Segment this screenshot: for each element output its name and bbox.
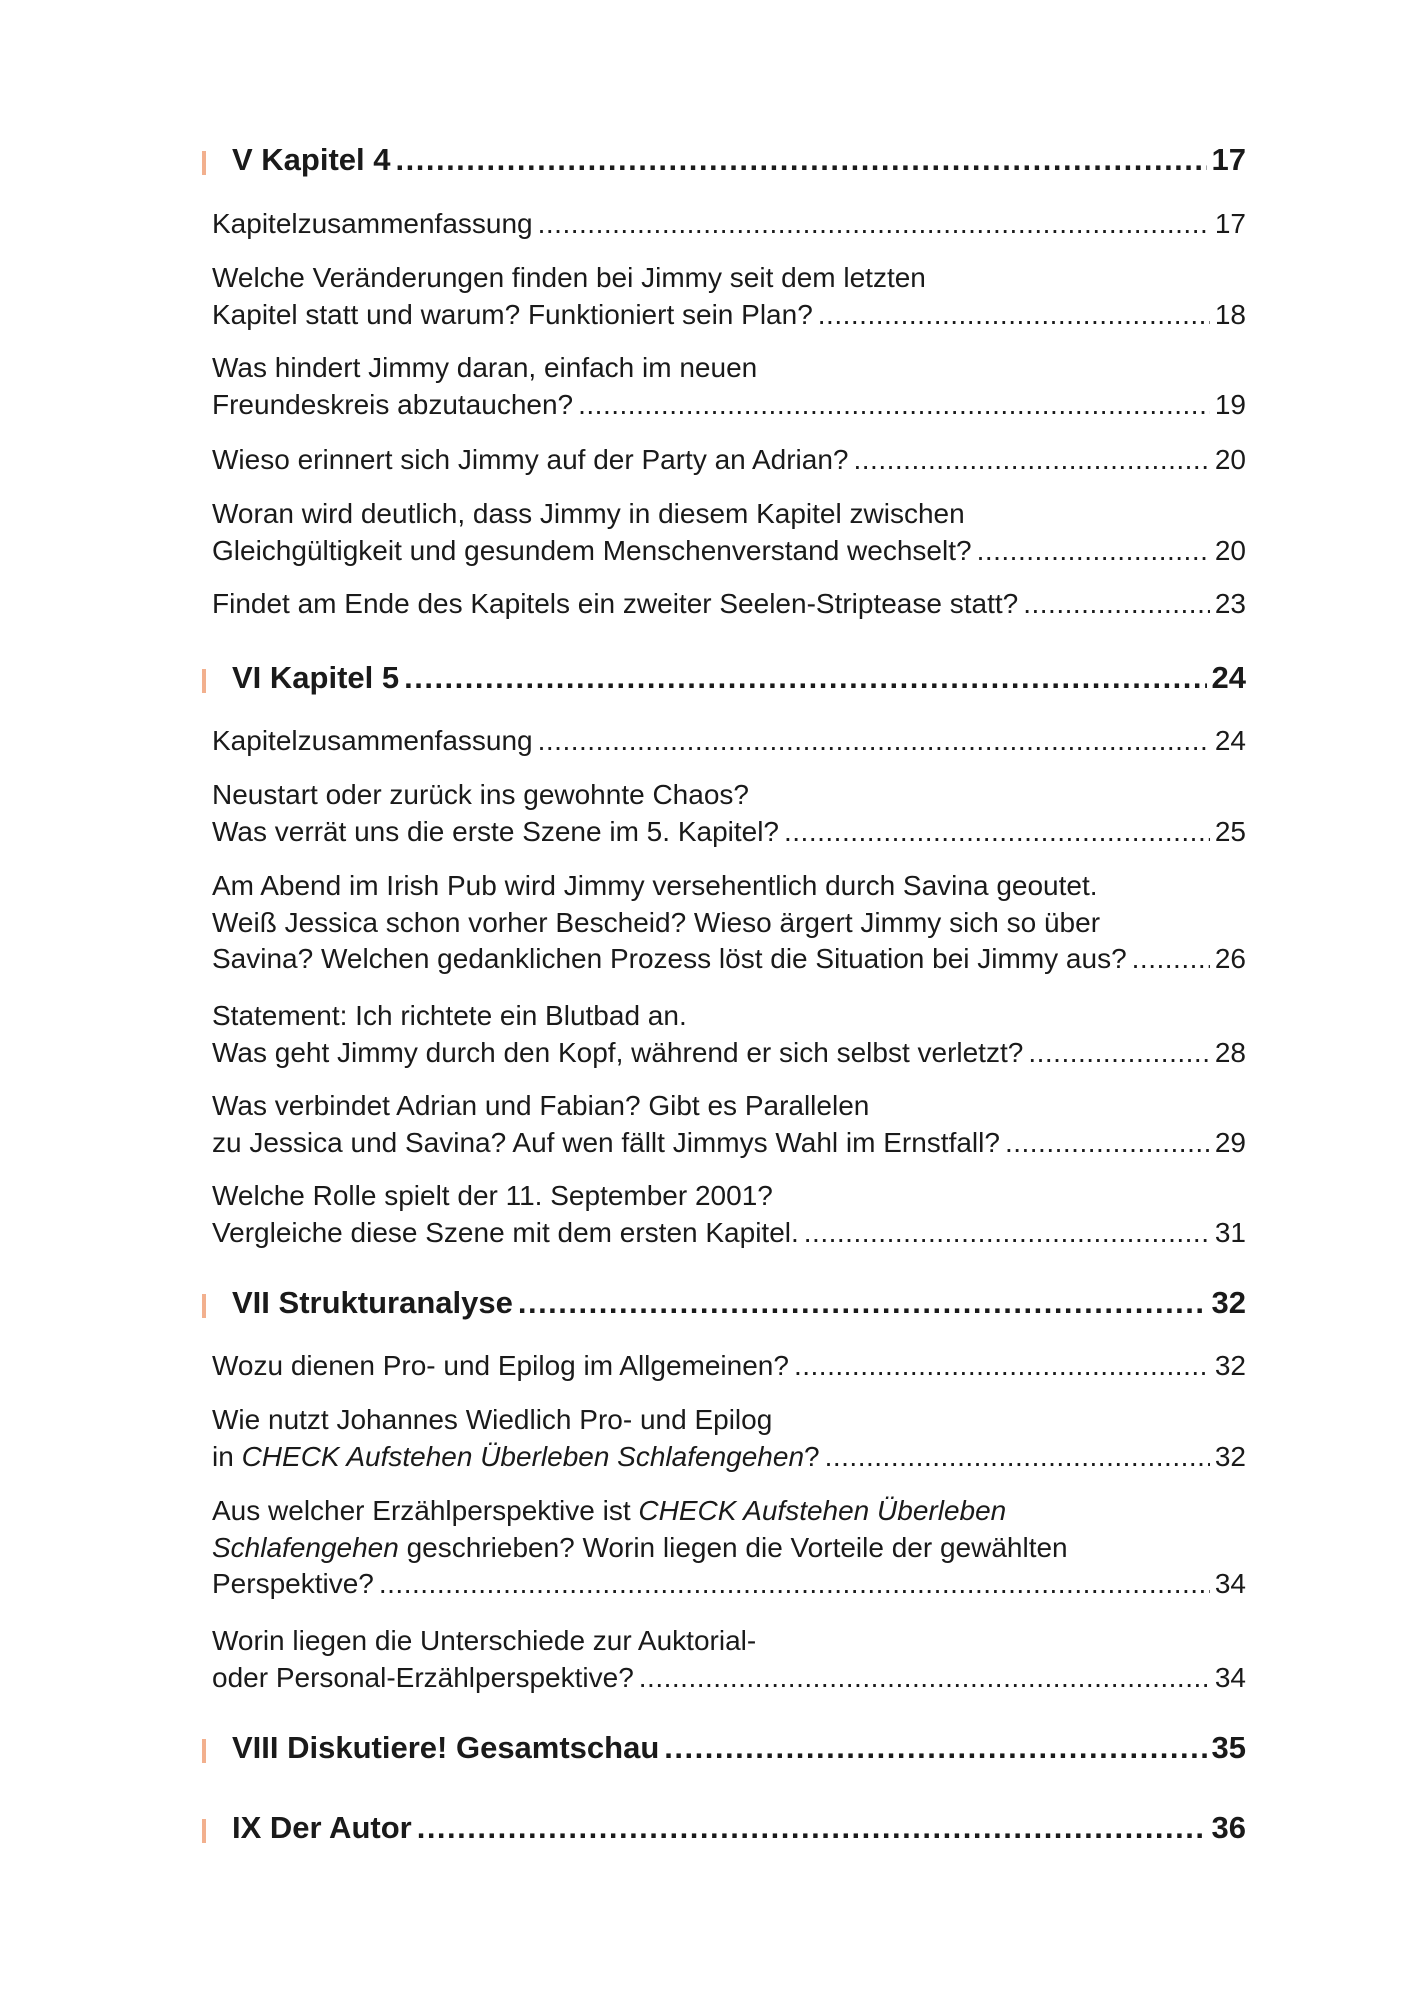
entry-text-line: Was hindert Jimmy daran, einfach im neuen (212, 352, 758, 383)
dot-leader (664, 1730, 1206, 1766)
chapter-marker (202, 151, 206, 175)
entry-text: Vergleiche diese Szene mit dem ersten Kapitel. (212, 1216, 799, 1248)
toc-entry[interactable] (212, 1035, 1246, 1071)
chapter-page-number: 35 (1211, 1730, 1246, 1765)
toc-chapter[interactable] (212, 1810, 1246, 1850)
toc-entry[interactable] (212, 533, 1246, 569)
dot-leader (825, 1439, 1210, 1475)
entry-text-line: Am Abend im Irish Pub wird Jimmy versehentlich durch Savina geoutet. (212, 870, 1098, 901)
chapter-heading (232, 1285, 1246, 1321)
toc-entry[interactable] (212, 297, 1246, 333)
chapter-title: IX Der Autor (232, 1810, 412, 1845)
dot-leader (396, 142, 1207, 178)
toc-entry[interactable] (212, 1125, 1246, 1161)
toc-entry[interactable] (212, 941, 1246, 977)
dot-leader (379, 1566, 1210, 1602)
entry-text: Freundeskreis abzutauchen? (212, 388, 574, 420)
entry-text: Perspektive? (212, 1568, 374, 1599)
entry-page-number: 17 (1214, 208, 1246, 239)
entry-page-number: 19 (1214, 388, 1246, 420)
entry-text: Kapitelzusammenfassung (212, 208, 533, 239)
entry-page-number: 20 (1214, 444, 1246, 475)
chapter-marker (202, 1739, 206, 1763)
entry-text: Kapitel statt und warum? Funktioniert sein Plan? (212, 298, 813, 330)
entry-text: Wieso erinnert sich Jimmy auf der Party an Adrian? (212, 444, 849, 475)
dot-leader (417, 1810, 1207, 1846)
entry-text: Kapitelzusammenfassung (212, 725, 533, 756)
toc-chapter[interactable] (212, 1285, 1246, 1325)
entry-page-number: 28 (1214, 1036, 1246, 1068)
entry-text-line: Weiß Jessica schon vorher Bescheid? Wieso ärgert Jimmy sich so über (212, 906, 1101, 938)
toc-entry[interactable] (212, 1566, 1246, 1602)
toc-entry[interactable] (212, 387, 1246, 423)
entry-text-line: Wie nutzt Johannes Wiedlich Pro- und Epilog (212, 1404, 773, 1435)
toc-entry[interactable] (212, 206, 1246, 242)
entry-text-line: Welche Veränderungen finden bei Jimmy seit dem letzten (212, 262, 926, 293)
entry-text-line: Worin liegen die Unterschiede zur Auktorial- (212, 1625, 757, 1656)
dot-leader (639, 1660, 1210, 1696)
entry-text: Findet am Ende des Kapitels ein zweiter Seelen-Striptease statt? (212, 588, 1019, 619)
chapter-heading (232, 142, 1246, 178)
dot-leader (578, 387, 1210, 423)
chapter-title: VI Kapitel 5 (232, 660, 400, 695)
dot-leader (1005, 1125, 1210, 1161)
dot-leader (1023, 586, 1210, 622)
entry-text-line: Statement: Ich richtete ein Blutbad an. (212, 1000, 687, 1031)
dot-leader (404, 660, 1206, 696)
entry-text: Savina? Welchen gedanklichen Prozess löst die Situation bei Jimmy aus? (212, 943, 1127, 974)
chapter-page-number: 32 (1211, 1285, 1246, 1320)
entry-text-line: Woran wird deutlich, dass Jimmy in diesem Kapitel zwischen (212, 498, 965, 529)
entry-text: Was geht Jimmy durch den Kopf, während er sich selbst verletzt? (212, 1036, 1024, 1068)
entry-text-line: Schlafengehen geschrieben? Worin liegen die Vorteile der gewählten (212, 1531, 1068, 1563)
dot-leader (818, 297, 1210, 333)
dot-leader (538, 723, 1210, 759)
dot-leader (784, 814, 1210, 850)
dot-leader (538, 206, 1210, 242)
entry-page-number: 34 (1214, 1661, 1246, 1693)
chapter-heading (232, 660, 1246, 696)
entry-text: oder Personal-Erzählperspektive? (212, 1661, 634, 1693)
entry-page-number: 26 (1214, 943, 1246, 974)
chapter-heading (232, 1730, 1246, 1766)
entry-text: in CHECK Aufstehen Überleben Schlafengehen? (212, 1440, 820, 1472)
toc-chapter[interactable] (212, 1730, 1246, 1770)
entry-text-line: Aus welcher Erzählperspektive ist CHECK Aufstehen Überleben (212, 1495, 1007, 1526)
dot-leader (853, 442, 1209, 478)
entry-text: zu Jessica und Savina? Auf wen fällt Jimmys Wahl im Ernstfall? (212, 1126, 1000, 1158)
toc-entry[interactable] (212, 723, 1246, 759)
dot-leader (804, 1215, 1210, 1251)
dot-leader (518, 1285, 1207, 1321)
dot-leader (1028, 1035, 1210, 1071)
dot-leader (794, 1348, 1210, 1384)
toc-entry[interactable] (212, 1439, 1246, 1475)
entry-text-line: Was verbindet Adrian und Fabian? Gibt es Parallelen (212, 1090, 870, 1121)
entry-page-number: 18 (1214, 298, 1246, 330)
toc-entry[interactable] (212, 1348, 1246, 1384)
chapter-heading (232, 1810, 1246, 1846)
toc-entry[interactable] (212, 586, 1246, 622)
entry-page-number: 34 (1214, 1568, 1246, 1599)
entry-page-number: 31 (1214, 1216, 1246, 1248)
entry-page-number: 24 (1214, 725, 1246, 756)
entry-text: Was verrät uns die erste Szene im 5. Kapitel? (212, 815, 779, 847)
dot-leader (977, 533, 1210, 569)
entry-text-line: Welche Rolle spielt der 11. September 2001? (212, 1180, 773, 1211)
toc-entry[interactable] (212, 1660, 1246, 1696)
chapter-title: V Kapitel 4 (232, 142, 391, 177)
entry-page-number: 23 (1214, 588, 1246, 619)
chapter-page-number: 17 (1211, 142, 1246, 177)
chapter-marker (202, 1819, 206, 1843)
chapter-title: VII Strukturanalyse (232, 1285, 513, 1320)
entry-page-number: 29 (1214, 1126, 1246, 1158)
toc-chapter[interactable] (212, 660, 1246, 700)
dot-leader (1132, 941, 1210, 977)
entry-text: Gleichgültigkeit und gesundem Menschenverstand wechselt? (212, 534, 972, 566)
entry-page-number: 32 (1214, 1440, 1246, 1472)
entry-page-number: 20 (1214, 534, 1246, 566)
chapter-page-number: 36 (1211, 1810, 1246, 1845)
entry-page-number: 32 (1214, 1350, 1246, 1381)
toc-entry[interactable] (212, 1215, 1246, 1251)
chapter-title: VIII Diskutiere! Gesamtschau (232, 1730, 660, 1765)
toc-chapter[interactable] (212, 142, 1246, 182)
chapter-marker (202, 1294, 206, 1318)
entry-text: Wozu dienen Pro- und Epilog im Allgemeinen? (212, 1350, 789, 1381)
entry-page-number: 25 (1214, 815, 1246, 847)
entry-text-line: Neustart oder zurück ins gewohnte Chaos? (212, 779, 749, 810)
chapter-marker (202, 669, 206, 693)
toc-entry[interactable] (212, 442, 1246, 478)
chapter-page-number: 24 (1211, 660, 1246, 695)
toc-entry[interactable] (212, 814, 1246, 850)
